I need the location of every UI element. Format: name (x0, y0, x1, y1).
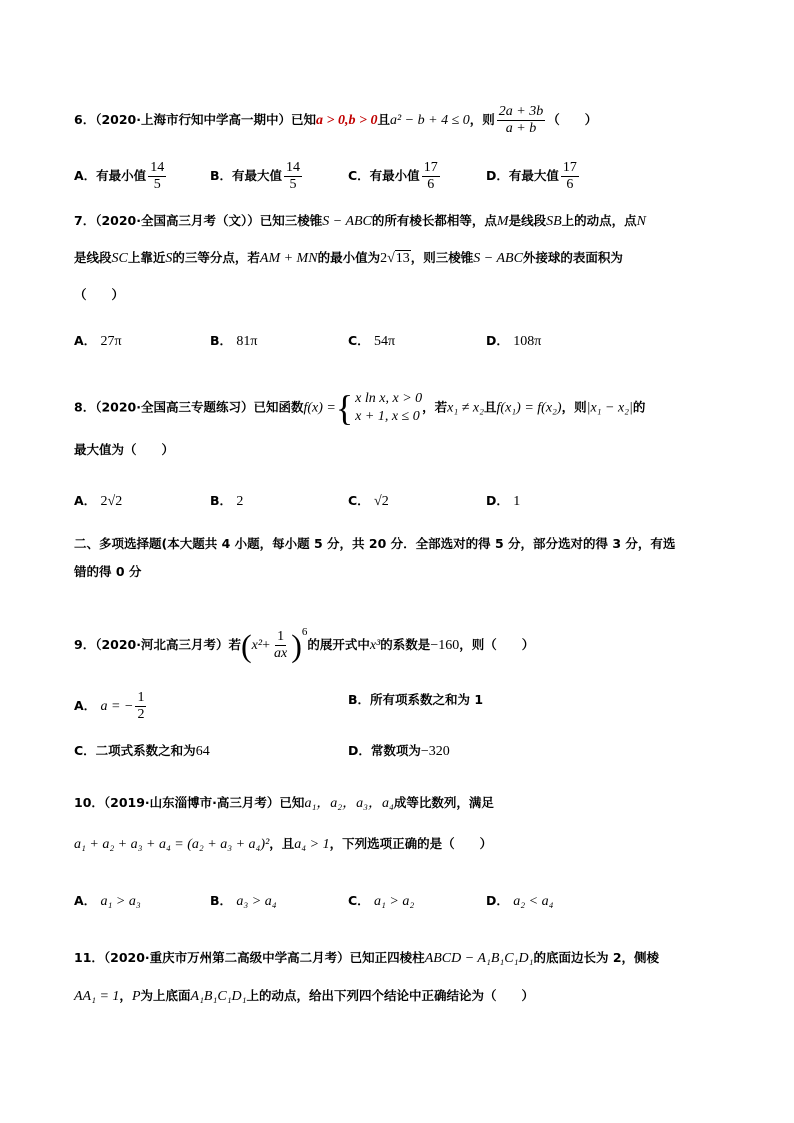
q7-l2d: S (165, 251, 173, 266)
q7-c-label: C． (348, 333, 370, 348)
q7-l1g: 上的动点，点 (561, 213, 637, 228)
q7-l2h: 2 (380, 251, 388, 266)
q8-c-value: √2 (374, 494, 389, 509)
q8-and: 且 (484, 399, 497, 415)
q9-d-value: −320 (420, 744, 450, 759)
q10-option-b[interactable] (210, 891, 277, 912)
q11-lead: 11．（2020·重庆市万州第二高级中学高二月考）已知正四棱柱 (74, 950, 425, 965)
q9-c-label: C．二项式系数之和为 (74, 743, 196, 758)
q7-option-b[interactable] (210, 331, 257, 352)
q9-c-value: 64 (195, 744, 210, 759)
q7-a-value: 27π (100, 334, 122, 349)
q7-l2j: ，则三棱锥 (410, 250, 474, 265)
q7-l2b: SC (111, 251, 128, 266)
q7-l1b: S − ABC (322, 214, 372, 229)
q8-d-label: D． (486, 493, 509, 508)
q11-tail: 的底面边长为 2，侧棱 (533, 950, 660, 965)
q6-d-frac (561, 160, 579, 193)
q10-d-label: D． (486, 893, 509, 908)
q7-option-a[interactable] (74, 331, 122, 352)
q9-option-a[interactable] (74, 690, 148, 723)
q6-a-den: 5 (153, 177, 161, 192)
q6-condition: a > 0,b > 0 (316, 113, 378, 128)
q6-b-frac (284, 160, 302, 193)
q10-tail2: ，下列选项正确的是（ ） (329, 836, 493, 851)
q8-piecewise: { x ln x, x > 0 x + 1, x ≤ 0 (335, 388, 423, 428)
q9-base: x² (251, 638, 263, 653)
q6-option-d[interactable] (486, 160, 581, 193)
q9-exp: 6 (301, 626, 308, 638)
q7-l2k: S − ABC (473, 251, 523, 266)
q7-option-c[interactable] (348, 331, 395, 352)
q8-b-value: 2 (236, 494, 244, 509)
question-11-line-1 (74, 948, 659, 969)
q10-b-value: a₃ > a₄ (236, 894, 277, 909)
q9-a-den: 2 (137, 707, 145, 722)
q10-option-d[interactable] (486, 891, 553, 912)
q11-l2b: ， (119, 988, 132, 1003)
q6-a-label: A．有最小值 (74, 168, 147, 183)
q8-option-b[interactable] (210, 491, 243, 512)
q7-l1h: N (636, 214, 647, 229)
q9-option-c[interactable] (74, 741, 210, 762)
q9-option-d[interactable] (348, 741, 450, 762)
q9-term: x³ (369, 638, 381, 653)
question-7-line-1 (74, 211, 646, 232)
q8-abs: |x₁ − x₂| (586, 400, 633, 416)
q6-and: 且 (377, 112, 390, 127)
q9-mid: 的展开式中 (307, 637, 370, 652)
q7-l2i: 13 (395, 251, 410, 266)
q8-c-label: C． (348, 493, 370, 508)
q6-option-b[interactable] (210, 160, 304, 193)
q9-den: ax (273, 646, 288, 661)
q7-b-label: B． (210, 333, 233, 348)
q9-a-num: 1 (137, 690, 145, 705)
q7-d-value: 108π (513, 334, 542, 349)
q10-cond: ，且 (269, 836, 295, 851)
q8-a-label: A． (74, 493, 97, 508)
q11-prism: ABCD − A₁B₁C₁D₁ (424, 951, 534, 966)
q6-d-num: 17 (562, 160, 577, 175)
q8-lead: 8．（2020·全国高三专题练习）已知函数 (74, 399, 304, 415)
q7-option-d[interactable] (486, 331, 541, 352)
q9-val: −160 (430, 638, 460, 653)
q8-eq: f(x₁) = f(x₂) (496, 400, 562, 416)
q6-frac-den: a + b (505, 121, 537, 136)
q8-option-a[interactable] (74, 491, 122, 512)
q11-l2f: 上的动点，给出下列四个结论中正确结论为（ ） (246, 988, 535, 1003)
q7-c-value: 54π (374, 334, 396, 349)
q11-l2a: AA₁ = 1 (74, 989, 120, 1004)
q10-c-value: a₁ > a₂ (374, 894, 415, 909)
q6-option-a[interactable] (74, 160, 168, 193)
q8-option-d[interactable] (486, 491, 520, 512)
q9-fraction (272, 629, 289, 662)
q11-l2e: A₁B₁C₁D₁ (190, 989, 247, 1004)
q7-l2l: 外接球的表面积为 (522, 250, 623, 265)
q10-a-value: a₁ > a₃ (100, 894, 141, 909)
q8-cond: x₁ ≠ x₂ (447, 400, 485, 416)
question-7-line-2: 是线段SC上靠近S的三等分点，若AM + MN的最小值为2√13，则三棱锥S − ABC外接球的表面积为 (74, 250, 623, 266)
q9-tail2: ，则（ ） (459, 637, 535, 652)
q7-l2a: 是线段 (74, 250, 112, 265)
question-8-line-1 (74, 390, 645, 426)
q6-paren: （ ） (547, 112, 598, 127)
q8-a-value: 2√2 (100, 494, 123, 509)
q6-inequality: a² − b + 4 ≤ 0 (389, 113, 470, 128)
q6-c-den: 6 (427, 177, 435, 192)
q10-terms: a₁，a₂，a₃，a₄ (304, 796, 394, 811)
q10-option-c[interactable] (348, 891, 414, 912)
q6-then: ，则 (469, 112, 495, 127)
q7-l2c: 上靠近 (127, 250, 166, 265)
q7-l2g: 的最小值为 (317, 250, 381, 265)
question-9-stem: 9．（2020·河北高三月考）若(x²+ $\frac{1}{ax}$ )$^6$的展开式中x³的系数是−160，则（ ） (74, 626, 535, 664)
section-2-header-line-1: 二、多项选择题(本大题共 4 小题，每小题 5 分，共 20 分．全部选对的得 5 分，部分选对的得 3 分，有选 (74, 536, 676, 551)
question-8-line-2: 最大值为（ ） (74, 442, 175, 457)
q6-b-den: 5 (289, 177, 297, 192)
q7-a-label: A． (74, 333, 97, 348)
q10-d-value: a₂ < a₄ (513, 894, 554, 909)
q7-d-label: D． (486, 333, 509, 348)
q6-b-label: B．有最大值 (210, 168, 283, 183)
q6-frac-num: 2a + 3b (498, 104, 544, 119)
q10-cond2: a₄ > 1 (294, 837, 330, 852)
q6-c-label: C．有最小值 (348, 168, 420, 183)
q8-fx: f(x) = (303, 400, 336, 416)
q8-case-2: x + 1, x ≤ 0 (355, 409, 420, 424)
q6-d-label: D．有最大值 (486, 168, 559, 183)
q6-a-num: 14 (150, 160, 165, 175)
q7-l1e: 是线段 (508, 213, 547, 228)
q10-equation: a₁ + a₂ + a₃ + a₄ = (a₂ + a₃ + a₄)² (74, 837, 270, 852)
q7-l2e: 的三等分点，若 (172, 250, 260, 265)
q6-a-frac (148, 160, 166, 193)
q10-b-label: B． (210, 893, 233, 908)
q6-lead: 6．（2020·上海市行知中学高一期中）已知 (74, 112, 316, 127)
q8-b-label: B． (210, 493, 233, 508)
q10-option-a[interactable] (74, 891, 141, 912)
question-10-line-2 (74, 834, 492, 855)
q7-l1f: SB (546, 214, 562, 229)
q6-option-c[interactable] (348, 160, 442, 193)
q8-then: ，则 (561, 399, 587, 415)
question-11-line-2 (74, 986, 534, 1007)
section-2-header-line-2: 错的得 0 分 (74, 564, 142, 579)
q10-lead: 10．（2019·山东淄博市·高三月考）已知 (74, 795, 305, 810)
q6-c-num: 17 (423, 160, 438, 175)
q9-tail1: 的系数是 (380, 637, 431, 652)
q10-tail: 成等比数列，满足 (393, 795, 494, 810)
q9-plus: + (262, 638, 270, 653)
q10-c-label: C． (348, 893, 370, 908)
q9-a-lhs: a = − (100, 699, 134, 714)
q9-a-frac (135, 690, 146, 723)
q6-d-den: 6 (566, 177, 574, 192)
q9-a-label: A． (74, 698, 97, 713)
q6-b-num: 14 (286, 160, 301, 175)
q8-option-c[interactable] (348, 491, 389, 512)
q9-lead: 9．（2020·河北高三月考）若 (74, 637, 241, 652)
q8-d-value: 1 (513, 494, 521, 509)
q9-d-label: D．常数项为 (348, 743, 421, 758)
question-6-stem (74, 104, 597, 137)
question-7-line-3: （ ） (74, 287, 125, 302)
q7-l1d: M (496, 214, 509, 229)
q7-b-value: 81π (236, 334, 258, 349)
q8-mid1: ，若 (422, 399, 448, 415)
q7-l2f: AM + MN (259, 251, 318, 266)
q9-num: 1 (277, 629, 285, 644)
q11-l2d: 为上底面 (140, 988, 191, 1003)
question-10-line-1 (74, 793, 494, 814)
q10-a-label: A． (74, 893, 97, 908)
q7-l1c: 的所有棱长都相等，点 (371, 213, 497, 228)
q8-case-1: x ln x, x > 0 (355, 391, 423, 406)
q7-l1a: 7．（2020·全国高三月考（文））已知三棱锥 (74, 213, 323, 228)
q9-option-b[interactable]: B．所有项系数之和为 1 (348, 692, 484, 707)
q8-de: 的 (632, 399, 646, 415)
q11-l2c: P (131, 989, 141, 1004)
q6-fraction (497, 104, 545, 137)
q6-c-frac (422, 160, 440, 193)
